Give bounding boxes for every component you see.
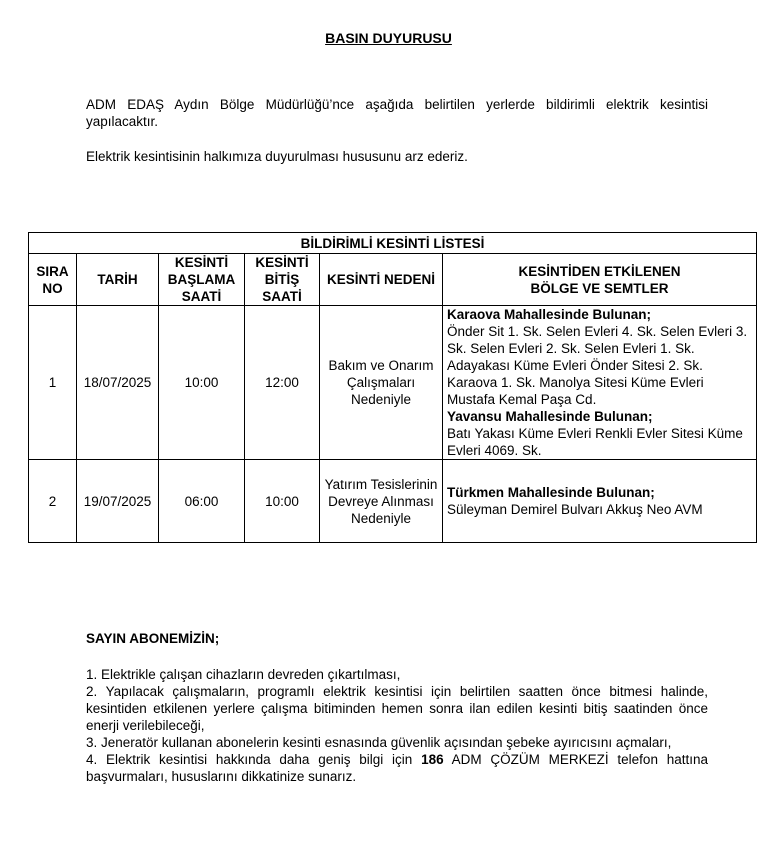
header-neden: KESİNTİ NEDENİ: [320, 254, 443, 306]
notice-item: 1. Elektrikle çalışan cihazların devreden çıkartılması,: [86, 667, 401, 682]
area-streets: Süleyman Demirel Bulvarı Akkuş Neo AVM: [447, 502, 703, 517]
header-baslama: KESİNTİ BAŞLAMA SAATİ: [159, 254, 245, 306]
notice-list: [86, 666, 708, 785]
cell-baslama: 06:00: [159, 460, 245, 543]
table-row: [29, 460, 757, 543]
area-name: Türkmen Mahallesinde Bulunan;: [447, 485, 655, 500]
notice-item: 2. Yapılacak çalışmaların, programlı elektrik kesintisi için belirtilen saatten önce bitmesi halinde, kesintiden etkilenen yerlere çalışma bitiminden hemen sonra ilan edilen kesinti bitiş saatinden önce enerji verilebileceği,: [86, 684, 708, 733]
area-name: Karaova Mahallesinde Bulunan;: [447, 307, 652, 322]
table-row: [29, 306, 757, 460]
header-sira: SIRA NO: [29, 254, 77, 306]
header-tarih: TARİH: [77, 254, 159, 306]
notice-heading: SAYIN ABONEMİZİN;: [86, 631, 220, 646]
cell-sira: 1: [29, 306, 77, 460]
table-title: BİLDİRİMLİ KESİNTİ LİSTESİ: [29, 233, 757, 254]
cell-bolge: [443, 306, 757, 460]
header-bitis: KESİNTİ BİTİŞ SAATİ: [245, 254, 320, 306]
cell-bolge: [443, 460, 757, 543]
outage-table: [28, 232, 757, 543]
cell-sira: 2: [29, 460, 77, 543]
table-title-row: [29, 233, 757, 254]
phone-number: 186: [421, 752, 444, 767]
cell-neden: Bakım ve Onarım Çalışmaları Nedeniyle: [320, 306, 443, 460]
cell-baslama: 10:00: [159, 306, 245, 460]
notice-item: 3. Jeneratör kullanan abonelerin kesinti esnasında güvenlik açısından şebeke ayırıcısını açmaları,: [86, 735, 672, 750]
intro-paragraph: ADM EDAŞ Aydın Bölge Müdürlüğü’nce aşağıda belirtilen yerlerde bildirimli elektrik kesintisi yapılacaktır.: [86, 97, 708, 129]
cell-tarih: 19/07/2025: [77, 460, 159, 543]
notice-item4-pre: 4. Elektrik kesintisi hakkında daha geniş bilgi için: [86, 752, 422, 767]
notice-item: [86, 751, 708, 785]
cell-bitis: 10:00: [245, 460, 320, 543]
area-streets: Önder Sit 1. Sk. Selen Evleri 4. Sk. Selen Evleri 3. Sk. Selen Evleri 2. Sk. Selen Evleri 1. Sk. Adayakası Küme Evleri Önder Sitesi 2. Sk. Karaova 1. Sk. Manolya Sitesi Küme Evleri Mustafa Kemal Paşa Cd.: [447, 324, 748, 407]
page-title: BASIN DUYURUSU: [325, 30, 452, 46]
cell-bitis: 12:00: [245, 306, 320, 460]
area-name: Yavansu Mahallesinde Bulunan;: [447, 409, 653, 424]
notice-item4-post: ADM ÇÖZÜM MERKEZİ telefon hattına başvurmaları, hususlarını dikkatinize sunarız.: [86, 752, 709, 784]
intro-closing-paragraph: Elektrik kesintisinin halkımıza duyurulması hususunu arz ederiz.: [86, 149, 468, 164]
cell-tarih: 18/07/2025: [77, 306, 159, 460]
header-bolge-line2: BÖLGE VE SEMTLER: [530, 280, 669, 296]
header-bolge: [443, 254, 757, 306]
cell-neden: Yatırım Tesislerinin Devreye Alınması Nedeniyle: [320, 460, 443, 543]
header-bolge-line1: KESİNTİDEN ETKİLENEN: [518, 263, 681, 279]
table-header-row: [29, 254, 757, 306]
area-streets: Batı Yakası Küme Evleri Renkli Evler Sitesi Küme Evleri 4069. Sk.: [447, 426, 743, 458]
